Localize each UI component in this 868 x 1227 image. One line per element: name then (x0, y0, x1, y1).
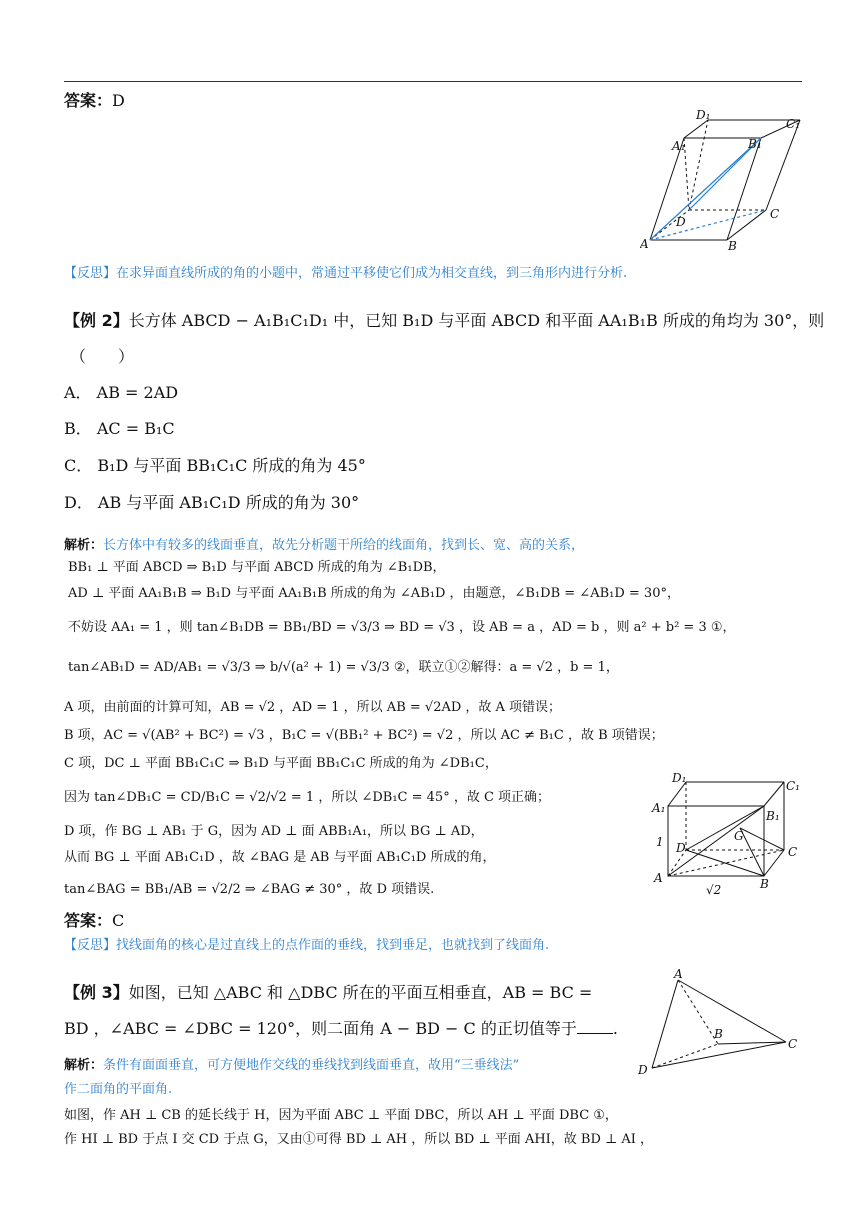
fig2-label: C (788, 845, 798, 859)
fig2-label: 1 (656, 835, 664, 849)
fig1-label: C₁ (786, 117, 800, 131)
fig1-label: D (676, 215, 686, 229)
solution-2-line: 不妨设 AA₁ = 1 ，则 tan∠B₁DB = BB₁/BD = √3/3 ⇒ BD = √3 ，设 AB = a ，AD = b ，则 a² + b² = 3 ①， (68, 620, 736, 635)
solution-2-line: D 项，作 BG ⊥ AB₁ 于 G，因为 AD ⊥ 面 ABB₁A₁，所以 BG ⊥ AD， (64, 824, 484, 839)
option-d: D． AB 与平面 AB₁C₁D 所成的角为 30° (64, 493, 360, 512)
solution-3-hint: 条件有面面垂直，可方便地作交线的垂线找到线面垂直，故用“三垂线法” (103, 1058, 520, 1073)
solution-3-line: 如图，作 AH ⊥ CB 的延长线于 H，因为平面 ABC ⊥ 平面 DBC，所以 AH ⊥ 平面 DBC ①， (64, 1108, 618, 1123)
top-rule (64, 81, 802, 82)
answer-2-label: 答案： (64, 911, 113, 930)
answer-2 (64, 908, 124, 931)
fig2-label: A₁ (652, 801, 666, 815)
solution-3-line: 作 HI ⊥ BD 于点 I 交 CD 于点 G，又由①可得 BD ⊥ AH ，所以 BD ⊥ 平面 AHI，故 BD ⊥ AI ， (64, 1132, 654, 1147)
solution-2-line: BB₁ ⊥ 平面 ABCD ⇒ B₁D 与平面 ABCD 所成的角为 ∠B₁DB， (68, 560, 446, 575)
fig2-label: B₁ (766, 809, 780, 823)
solution-3-label: 解析： (64, 1058, 104, 1073)
example-3-text: 如图，已知 △ABC 和 △DBC 所在的平面互相垂直，AB = BC = (128, 983, 593, 1002)
solution-3-hint2: 作二面角的平面角. (64, 1082, 173, 1097)
fig2-label: D₁ (672, 771, 687, 785)
fig1-label: B₁ (748, 137, 762, 151)
fig2-label: C₁ (786, 779, 800, 793)
answer-1 (64, 88, 125, 111)
solution-2-line: 从而 BG ⊥ 平面 AB₁C₁D ，故 ∠BAG 是 AB 与平面 AB₁C₁D 所成的角， (64, 850, 496, 865)
answer-blank[interactable] (577, 1019, 613, 1034)
solution-2-line: 因为 tan∠DB₁C = CD/B₁C = √2/√2 = 1 ，所以 ∠DB₁C = 45° ，故 C 项正确； (64, 790, 551, 805)
fig2-label: √2 (706, 883, 722, 897)
reflection-1 (64, 262, 627, 281)
fig2-label: A (654, 871, 663, 885)
fig3-label: A (674, 967, 683, 981)
fig2-label: D (676, 841, 686, 855)
solution-2-line: tan∠BAG = BB₁/AB = √2/2 ⇒ ∠BAG ≠ 30° ，故 D 项错误. (64, 882, 435, 897)
fig1-label: C (770, 207, 780, 221)
example-2-title: 【例 2】 (64, 311, 129, 330)
solution-2-line: tan∠AB₁D = AD/AB₁ = √3/3 ⇒ b/√(a² + 1) = √3/3 ②，联立①②解得：a = √2 ，b = 1， (68, 660, 619, 675)
solution-2-intro (64, 534, 584, 553)
fig1-label: A₁ (672, 139, 686, 153)
fig3-label: D (638, 1063, 648, 1077)
solution-2-line: C 项，DC ⊥ 平面 BB₁C₁C ⇒ B₁D 与平面 BB₁C₁C 所成的角为 ∠DB₁C， (64, 756, 498, 771)
solution-3-intro (64, 1054, 519, 1073)
example-2-stem-line1: 长方体 ABCD − A₁B₁C₁D₁ 中，已知 B₁D 与平面 ABCD 和平面 AA₁B₁B 所成的角均为 30°，则 (128, 311, 825, 330)
reflection-2 (64, 934, 549, 953)
option-c: C． B₁D 与平面 BB₁C₁C 所成的角为 45° (64, 456, 366, 475)
example-2-stem (64, 308, 824, 331)
figure-parallelepiped (640, 108, 810, 254)
answer-1-label: 答案： (64, 91, 113, 110)
figure-cuboid (646, 768, 806, 900)
figure-triangles (636, 966, 806, 1078)
example-2-stem-line2: （ ） (70, 347, 135, 366)
answer-2-value: C (112, 911, 125, 930)
option-a: A． AB = 2AD (64, 383, 179, 402)
fig3-label: C (788, 1037, 798, 1051)
example-3-text2: BD ，∠ABC = ∠DBC = 120°，则二面角 A − BD − C 的正切值等于 (64, 1019, 577, 1038)
solution-2-line: B 项，AC = √(AB² + BC²) = √3 ，B₁C = √(BB₁² + BC²) = √2 ，所以 AC ≠ B₁C ，故 B 项错误； (64, 728, 664, 743)
example-3-line2 (64, 1016, 618, 1039)
reflection-2-label: 【反思】 (64, 938, 117, 953)
fig1-label: B (728, 239, 737, 253)
example-3-line1 (64, 980, 592, 1003)
solution-2-line: A 项，由前面的计算可知，AB = √2 ，AD = 1 ，所以 AB = √2AD ，故 A 项错误； (64, 700, 562, 715)
solution-2-hint: 长方体中有较多的线面垂直，故先分析题干所给的线面角，找到长、宽、高的关系， (103, 538, 585, 553)
solution-2-label: 解析： (64, 538, 104, 553)
fig2-label: B (760, 877, 769, 891)
example-3-period: . (612, 1019, 618, 1038)
answer-1-value: D (112, 91, 125, 110)
fig3-label: B (714, 1027, 723, 1041)
reflection-1-text: 在求异面直线所成的角的小题中，常通过平移使它们成为相交直线，到三角形内进行分析. (116, 266, 628, 281)
fig2-label: G (734, 829, 744, 843)
solution-2-line: AD ⊥ 平面 AA₁B₁B ⇒ B₁D 与平面 AA₁B₁B 所成的角为 ∠AB₁D ，由题意，∠B₁DB = ∠AB₁D = 30°， (68, 586, 680, 601)
reflection-1-label: 【反思】 (64, 266, 117, 281)
option-b: B． AC = B₁C (64, 419, 175, 438)
example-3-title: 【例 3】 (64, 983, 129, 1002)
fig1-label: A (640, 237, 649, 251)
fig1-label: D₁ (696, 108, 711, 122)
reflection-2-text: 找线面角的核心是过直线上的点作面的垂线，找到垂足，也就找到了线面角. (116, 938, 550, 953)
